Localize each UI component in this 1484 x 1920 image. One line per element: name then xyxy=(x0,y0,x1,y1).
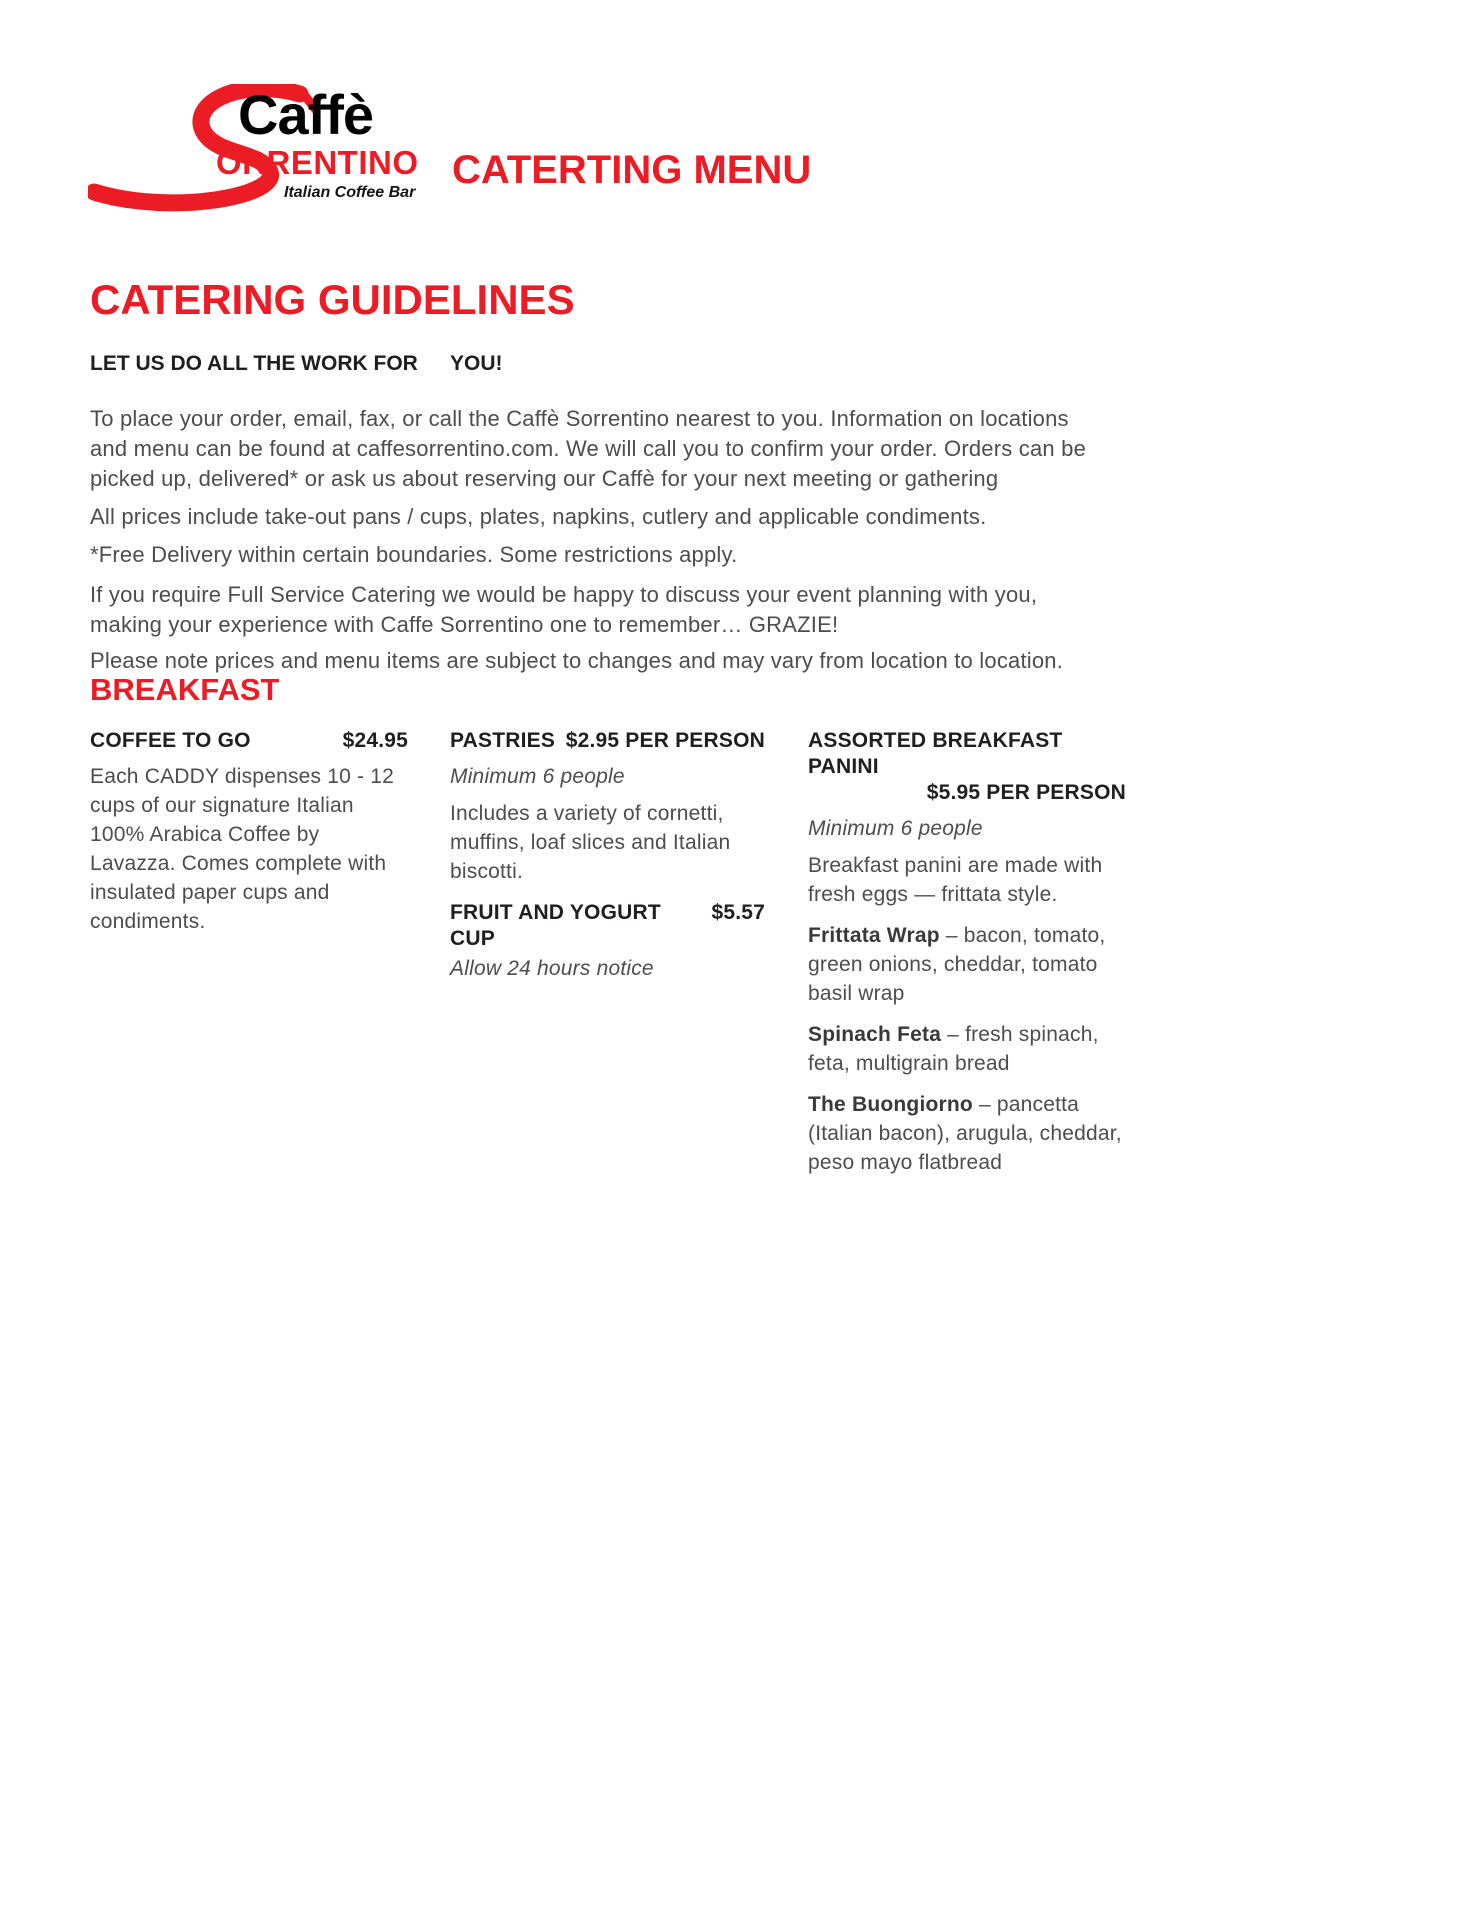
breakfast-column-3 xyxy=(808,728,1126,1177)
panini-item-name: Frittata Wrap xyxy=(808,924,940,947)
coffee-to-go-price: $24.95 xyxy=(342,729,408,752)
panini-note: Minimum 6 people xyxy=(808,817,983,840)
breakfast-heading: BREAKFAST xyxy=(90,672,280,707)
guidelines-paragraph-2: All prices include take-out pans / cups, plates, napkins, cutlery and applicable condiments. xyxy=(90,504,987,529)
panini-item-desc: – fresh spinach, feta, multigrain bread xyxy=(808,1023,1099,1075)
guidelines-paragraph-5: Please note prices and menu items are subject to changes and may vary from location to location. xyxy=(90,648,1064,673)
breakfast-column-1 xyxy=(90,728,408,936)
panini-description: Breakfast panini are made with fresh eggs — frittata style. xyxy=(808,854,1103,906)
fruit-yogurt-name: FRUIT AND YOGURT CUP xyxy=(450,901,661,950)
panini-item-name: Spinach Feta xyxy=(808,1023,942,1046)
lead-right-text: YOU! xyxy=(450,352,503,375)
panini-price: $5.95 PER PERSON xyxy=(926,781,1126,804)
pastries-description: Includes a variety of cornetti, muffins, loaf slices and Italian biscotti. xyxy=(450,802,731,883)
panini-header xyxy=(808,728,1126,780)
breakfast-column-2 xyxy=(450,728,765,983)
panini-item-desc: – pancetta (Italian bacon), arugula, cheddar, peso mayo flatbread xyxy=(808,1093,1122,1174)
pastries-price: $2.95 PER PERSON xyxy=(565,729,765,752)
logo-tagline: Italian Coffee Bar xyxy=(284,184,416,201)
guidelines-heading: CATERING GUIDELINES xyxy=(90,276,575,323)
coffee-to-go-description: Each CADDY dispenses 10 - 12 cups of our signature Italian 100% Arabica Coffee by Lavazza. Comes complete with insulated paper cups and condiments. xyxy=(90,765,395,933)
logo-sorrentino-text: ORRENTINO xyxy=(216,144,419,181)
pastries-header xyxy=(450,728,765,754)
fruit-yogurt-header xyxy=(450,900,765,952)
coffee-to-go-name: COFFEE TO GO xyxy=(90,729,251,752)
guidelines-paragraph-1: To place your order, email, fax, or call the Caffè Sorrentino nearest to you. Information on locations and menu can be found at caffesorrentino.com. We will call you to confirm your order. Orders can be picked up, delivered* or ask us about reserving our Caffè for your next meeting or gathering xyxy=(90,406,1087,491)
pastries-note: Minimum 6 people xyxy=(450,765,625,788)
page-title: CATERTING MENU xyxy=(452,148,812,192)
panini-name: ASSORTED BREAKFAST PANINI xyxy=(808,729,1063,778)
brand-logo xyxy=(88,84,428,224)
guidelines-paragraph-4: If you require Full Service Catering we would be happy to discuss your event planning with you, making your experience with Caffe Sorrentino one to remember… GRAZIE! xyxy=(90,582,1038,637)
logo-caffe-text: Caffè xyxy=(238,83,374,146)
panini-item-spinach-feta xyxy=(808,1020,1126,1078)
panini-item-buongiorno xyxy=(808,1090,1126,1177)
panini-item-name: The Buongiorno xyxy=(808,1093,973,1116)
panini-item-desc: – bacon, tomato, green onions, cheddar, tomato basil wrap xyxy=(808,924,1106,1005)
guidelines-lead-line xyxy=(90,352,1110,376)
fruit-yogurt-note: Allow 24 hours notice xyxy=(450,957,654,980)
coffee-to-go-header xyxy=(90,728,408,754)
panini-item-frittata-wrap xyxy=(808,921,1126,1008)
pastries-name: PASTRIES xyxy=(450,729,556,752)
fruit-yogurt-price: $5.57 xyxy=(711,901,765,924)
guidelines-paragraph-3: *Free Delivery within certain boundaries. Some restrictions apply. xyxy=(90,542,738,567)
lead-left-text: LET US DO ALL THE WORK FOR xyxy=(90,352,418,375)
